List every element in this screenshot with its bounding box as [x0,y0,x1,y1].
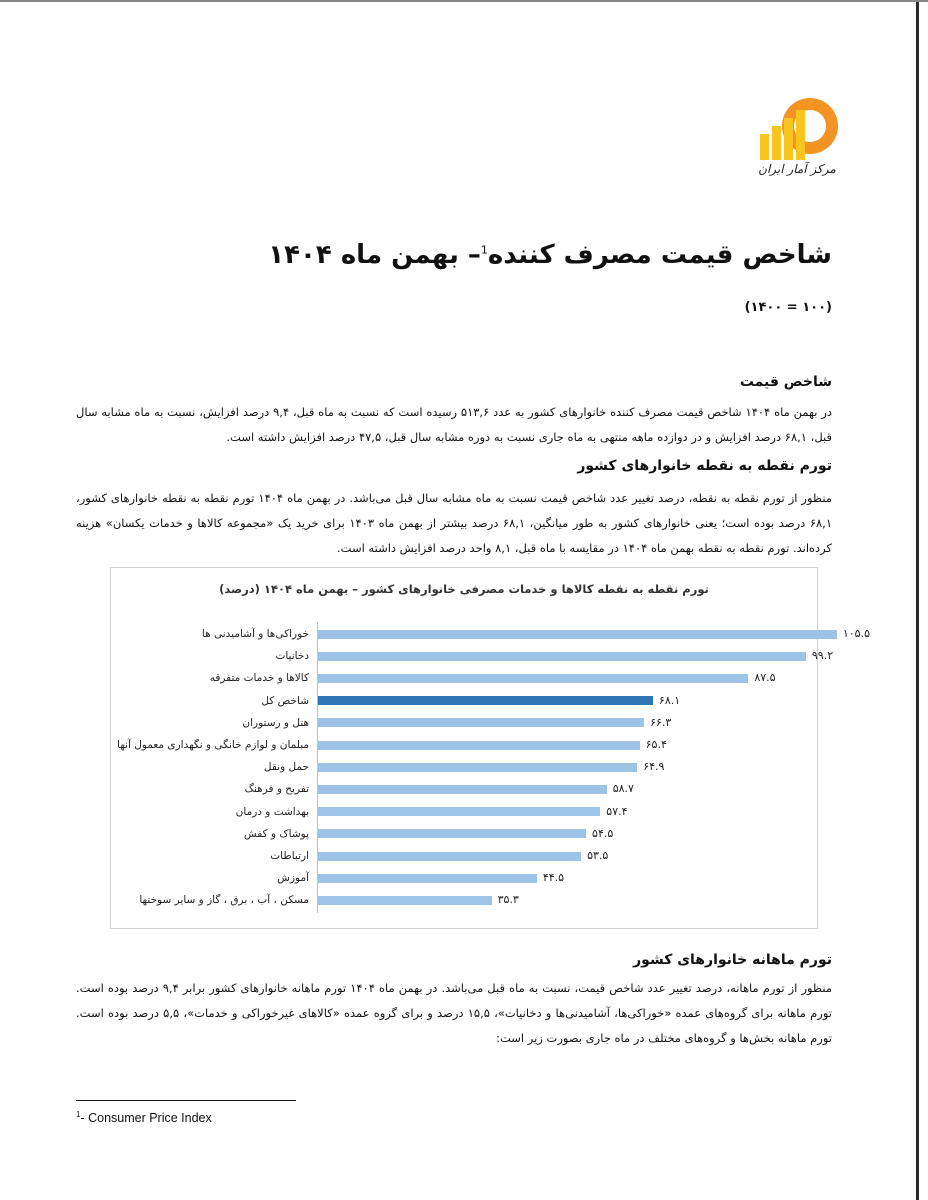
category-label: کالاها و خدمات متفرقه [209,672,309,685]
title-main: شاخص قیمت مصرف کننده [487,240,832,270]
category-label: مبلمان و لوازم خانگی و نگهداری معمول آنها [117,739,309,751]
category-label: ارتباطات [270,850,309,862]
base-year-note: (۱۰۰ = ۱۴۰۰) [744,300,832,315]
section-heading-price-index: شاخص قیمت [739,374,832,390]
section-text-monthly-inflation: منظور از تورم ماهانه، درصد تغییر عدد شاخص قیمت، نسبت به ماه قبل می‌باشد. در بهمن ماه ۱۴۰۴ تورم ماهانه خانوارهای کشور برابر ۹,۴ درصد بوده است. تورم ماهانه برای گروه‌های عمده «خوراکی‌ها، آشامیدنی‌ها و دخانیات»، ۱۵,۵ درصد و برای گروه عمده «کالاهای غیرخوراکی و خدمات»، ۵,۵ درصد بوده است. تورم ماهانه بخش‌ها و گروه‌های مختلف در ماه جاری بصورت زیر است: [76,981,832,1045]
category-label: دخانیات [275,650,309,663]
value-label: ۴۴.۵ [542,871,565,885]
category-label: خوراکی‌ها و آشامیدنی ها [201,628,309,640]
value-label: ۶۴.۹ [643,760,665,774]
value-label: ۹۹.۲ [811,649,834,663]
value-label: ۵۳.۵ [587,849,609,862]
category-label: آموزش [277,872,309,885]
title-suffix: – بهمن ماه ۱۴۰۴ [268,240,481,270]
bar [318,763,637,772]
logo-graphic [752,96,842,162]
footnote-mark: 1 [76,1110,81,1119]
category-label: تفریح و فرهنگ [244,783,309,796]
section-heading-monthly-inflation: تورم ماهانه خانوارهای کشور [633,952,832,968]
value-label: ۵۸.۷ [612,782,634,796]
page-title [268,240,832,270]
section-text-price-index: در بهمن ماه ۱۴۰۴ شاخص قیمت مصرف کننده خانوارهای کشور به عدد ۵۱۳,۶ رسیده است که نسبت به ماه قبل، ۹,۴ درصد افزایش، نسبت به ماه مشابه سال قبل، ۶۸,۱ درصد افزایش و در دوازده ماهه منتهی به ماه جاری نسبت به دوره مشابه سال قبل، ۴۷,۵ درصد افزایش داشته است. [76,405,832,444]
footnote [76,1110,212,1125]
value-label: ۶۸.۱ [658,693,681,707]
bar [318,874,537,883]
bar [318,829,586,838]
category-label: مسکن ، آب ، برق ، گاز و سایر سوختها [139,894,309,907]
value-label: ۵۷.۴ [606,804,628,818]
bar-highlight [318,696,653,705]
category-label: شاخص کل [261,694,309,707]
bar [318,652,806,661]
footnote-text: - Consumer Price Index [80,1111,212,1126]
inflation-bar-chart [110,567,870,929]
logo-text: مرکز آمار ایران [758,162,836,176]
chart-title: تورم نقطه به نقطه کالاها و خدمات مصرفی خانوارهای کشور – بهمن ماه ۱۴۰۴ (درصد) [219,582,709,596]
page-border-right [916,0,919,1200]
value-label: ۸۷.۵ [754,671,776,685]
category-label: بهداشت و درمان [235,805,309,818]
bar [318,741,640,750]
value-label: ۶۵.۴ [645,738,667,751]
sci-logo [752,96,842,188]
bar [318,674,748,683]
section-heading-point-inflation: تورم نقطه به نقطه خانوارهای کشور [577,458,832,474]
value-label: ۳۵.۳ [497,893,519,907]
page-border-top [0,0,928,2]
bar [318,807,600,816]
bar [318,630,837,639]
category-label: هتل و رستوران [242,716,309,729]
footnote-divider [76,1100,296,1101]
title-footnote-mark: 1 [480,243,488,257]
category-label: حمل ونقل [263,761,309,774]
bar [318,718,644,727]
bar [318,896,492,905]
section-text-point-inflation: منظور از تورم نقطه به نقطه، درصد تغییر عدد شاخص قیمت نسبت به ماه مشابه سال قبل می‌باشد. در بهمن ماه ۱۴۰۴ تورم نقطه به نقطه خانوارهای کشور، ۶۸,۱ درصد بوده است؛ یعنی خانوارهای کشور به طور میانگین، ۶۸,۱ درصد بیشتر از بهمن ماه ۱۴۰۳ برای خرید یک «مجموعه کالاها و خدمات یکسان» هزینه کرده‌اند. تورم نقطه به نقطه بهمن ماه ۱۴۰۴ در مقایسه با ماه قبل، ۸,۱ واحد درصد افزایش داشته است. [76,491,832,555]
category-label: پوشاک و کفش [243,827,309,840]
value-label: ۱۰۵.۵ [842,627,870,640]
bar [318,852,581,861]
bar [318,785,607,794]
value-label: ۶۶.۳ [650,715,672,729]
value-label: ۵۴.۵ [592,826,614,840]
